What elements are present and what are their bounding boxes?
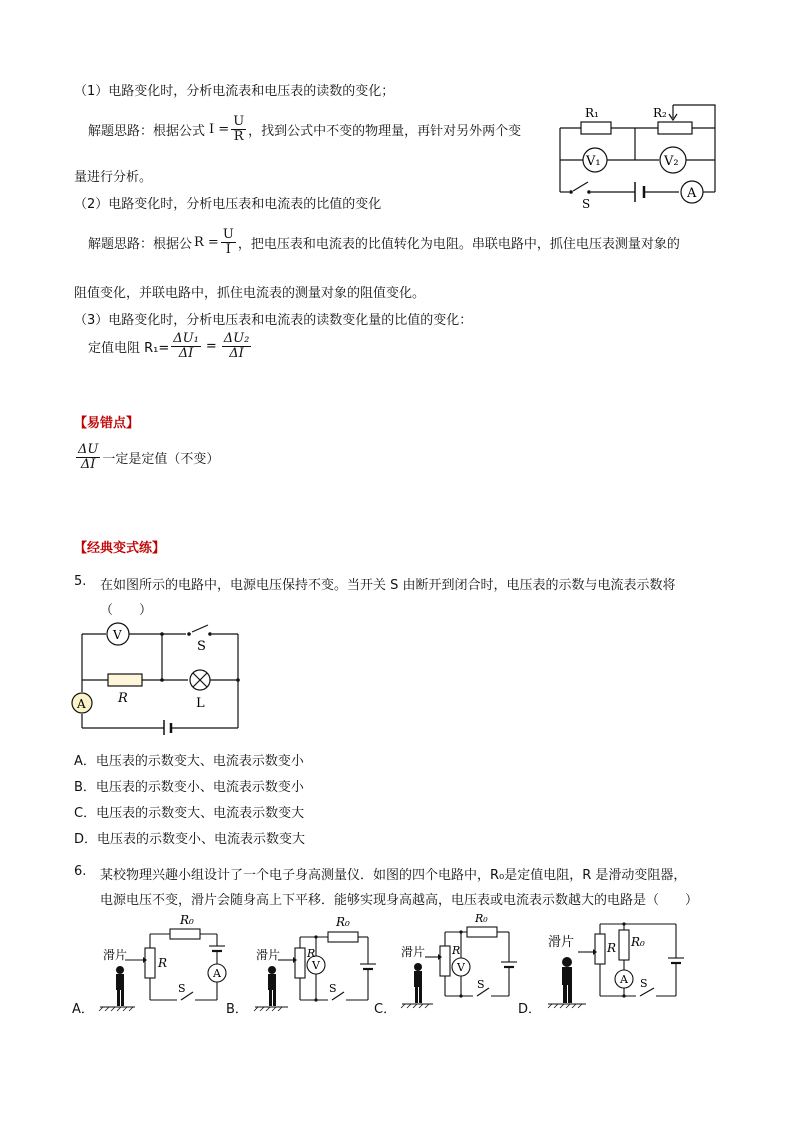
r1-label: R₁: [585, 106, 599, 120]
tip-2-suffix: ，把电压表和电流表的比值转化为电阻。串联电路中，抓住电压表测量对象的: [237, 236, 680, 252]
q6-circuit-a: [95, 912, 230, 1012]
q6a-switch-label: S: [178, 982, 186, 995]
q6-stem-line-1: 某校物理兴趣小组设计了一个电子身高测量仪．如图的四个电路中，R₀是定值电阻，R 是滑动变阻器，: [100, 868, 687, 883]
q6a-ammeter-label: A: [213, 967, 221, 980]
equals-sign: =: [205, 338, 217, 354]
formula-2-fraction: [221, 228, 236, 256]
q6d-switch-label: S: [640, 977, 648, 990]
tip-2-line: [88, 228, 680, 256]
q5-voltmeter-label: V: [113, 628, 122, 642]
formula-den: R: [233, 128, 244, 144]
fixed-prefix: 定值电阻 R₁=: [88, 340, 170, 356]
q6d-slider-label: 滑片: [548, 935, 575, 950]
q6-circuit-d: [540, 912, 690, 1012]
fixed-resistor-formula: [88, 332, 253, 360]
q5-number: 5.: [74, 574, 87, 589]
v2-label: V₂: [664, 154, 679, 169]
formula-2-num: U: [222, 227, 234, 242]
tip-1-prefix: 解题思路：根据公式: [88, 123, 206, 139]
ammeter-label: A: [687, 186, 697, 201]
q6b-switch-label: S: [329, 982, 337, 995]
mistake-fraction: [76, 443, 100, 471]
delta-fraction-2: [222, 332, 252, 360]
tip-1-cont: 量进行分析。: [74, 170, 153, 185]
q5-stem: 在如图所示的电路中，电源电压保持不变。当开关 S 由断开到闭合时，电压表的示数与电流表示数将: [100, 578, 676, 593]
q5-resistor-label: R: [118, 691, 128, 706]
q6-option-c[interactable]: C．: [374, 1002, 397, 1017]
q6c-slider-label: 滑片: [401, 945, 426, 959]
item-2-text: （2）电路变化时，分析电压表和电流表的比值的变化: [74, 197, 382, 212]
q6-number: 6.: [74, 864, 87, 879]
tip-1-line: [88, 115, 521, 143]
q6c-r-label: R: [452, 944, 461, 957]
switch-label: S: [582, 197, 591, 210]
q6c-switch-label: S: [477, 978, 485, 991]
mistake-line: [74, 443, 219, 471]
q6d-r-label: R: [607, 941, 617, 955]
q5-circuit: [68, 620, 248, 735]
q6-option-b[interactable]: B．: [226, 1002, 248, 1017]
q5-ammeter-label: A: [77, 697, 86, 711]
practice-tag: 【经典变式练】: [74, 541, 166, 556]
circuit-diagram-top: [555, 100, 725, 210]
q5-switch-label: S: [197, 639, 206, 654]
delta-num-2: ΔU₂: [223, 331, 250, 346]
q6-option-a[interactable]: A．: [72, 1002, 94, 1017]
q6-circuit-b: [250, 912, 385, 1012]
delta-fraction-1: [171, 332, 201, 360]
delta-den-2: ΔI: [229, 345, 244, 361]
formula-2-lhs: R =: [194, 234, 219, 250]
q6a-slider-label: 滑片: [103, 948, 128, 962]
q6c-r0-label: R₀: [475, 912, 488, 925]
tip-2-prefix: 解题思路：根据公: [88, 236, 193, 252]
tip-2-cont: 阻值变化，并联电路中，抓住电流表的测量对象的阻值变化。: [74, 286, 426, 301]
formula-lhs: I =: [209, 121, 230, 137]
formula-fraction: [231, 115, 246, 143]
q6b-r0-label: R₀: [336, 915, 350, 929]
tip-1-suffix: ，找到公式中不变的物理量，再针对另外两个变: [248, 123, 522, 139]
q6-circuit-c: [397, 912, 527, 1012]
q5-option-b[interactable]: B．电压表的示数变小、电流表示数变小: [74, 780, 304, 795]
item-1-text: （1）电路变化时，分析电流表和电压表的读数的变化；: [74, 84, 395, 99]
q6a-r-label: R: [158, 956, 168, 970]
v1-label: V₁: [586, 154, 601, 169]
q6b-r-label: R: [307, 947, 316, 960]
mistake-num: ΔU: [78, 442, 99, 457]
item-3-text: （3）电路变化时，分析电压表和电流表的读数变化量的比值的变化：: [74, 313, 473, 328]
q6b-slider-label: 滑片: [256, 948, 281, 962]
formula-num: U: [233, 114, 245, 129]
q6d-ammeter-label: A: [620, 973, 628, 986]
q6c-voltmeter-label: V: [457, 961, 465, 974]
q6-stem-line-2: 电源电压不变，滑片会随身高上下平移．能够实现身高越高，电压表或电流表示数越大的电路是（ ）: [100, 893, 699, 908]
mistake-tag: 【易错点】: [74, 416, 140, 431]
q5-blank: （ ）: [100, 603, 153, 618]
delta-num-1: ΔU₁: [173, 331, 199, 346]
delta-den-1: ΔI: [178, 345, 194, 361]
mistake-text: 一定是定值（不变）: [102, 451, 220, 467]
formula-2-den: I: [225, 241, 231, 257]
q5-option-d[interactable]: D．电压表的示数变小、电流表示数变大: [74, 832, 306, 847]
q6d-r0-label: R₀: [631, 935, 645, 949]
q5-option-c[interactable]: C．电压表的示数变大、电流表示数变大: [74, 806, 305, 821]
q6a-r0-label: R₀: [180, 913, 194, 927]
q6b-voltmeter-label: V: [312, 959, 320, 972]
q5-option-a[interactable]: A．电压表的示数变大、电流表示数变小: [74, 754, 304, 769]
r2-label: R₂: [653, 106, 667, 120]
mistake-den: ΔI: [80, 456, 96, 472]
q6-option-d[interactable]: D．: [518, 1002, 542, 1017]
q5-lamp-label: L: [196, 696, 205, 711]
